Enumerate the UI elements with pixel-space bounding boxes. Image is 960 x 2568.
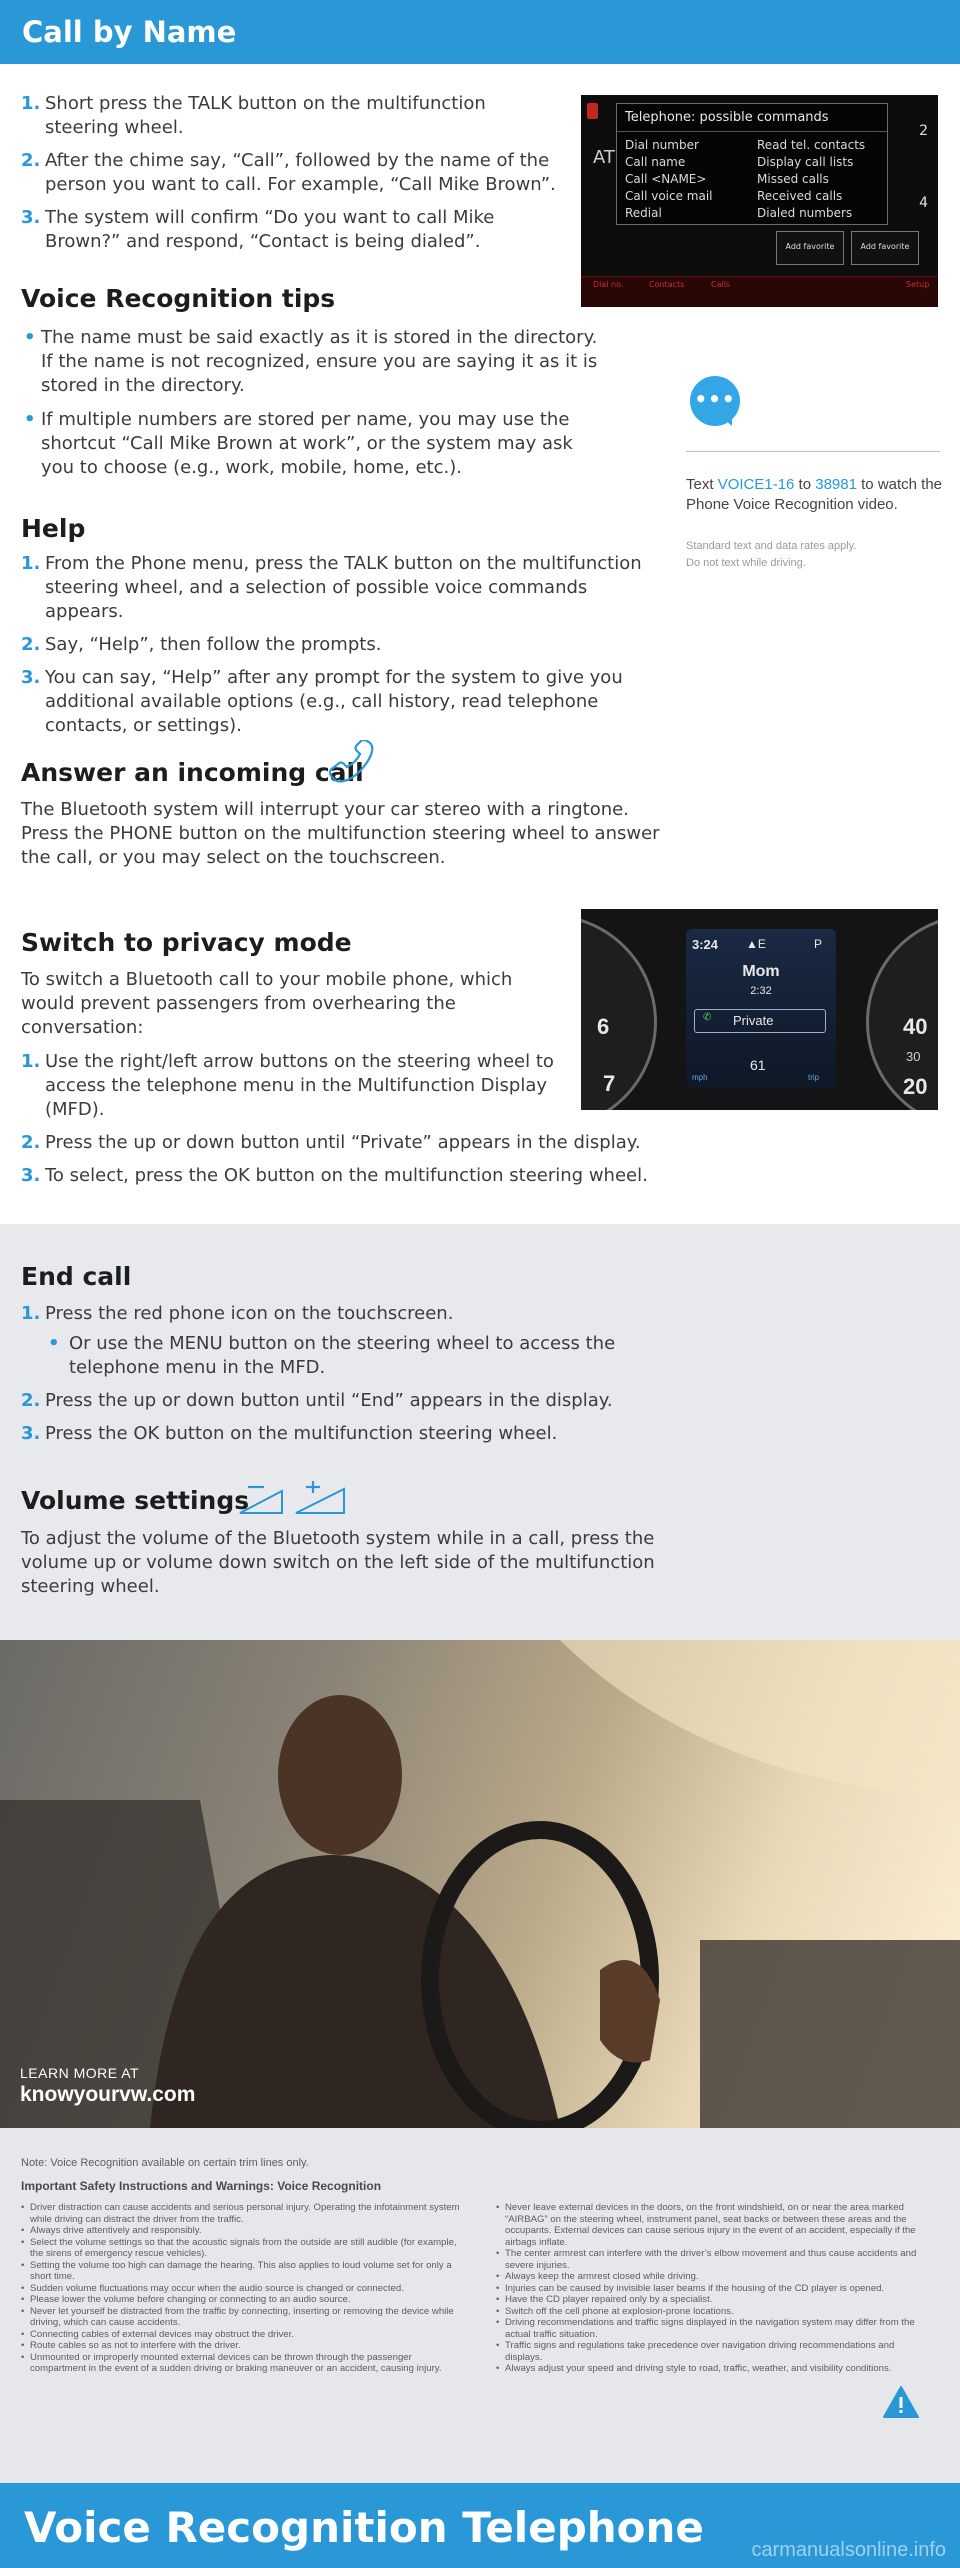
text-disclaimer: Standard text and data rates apply. Do not text while driving. [686,540,857,569]
page-title: Call by Name [22,15,237,49]
warning-triangle-icon [882,2385,920,2419]
call-by-name-steps [21,92,561,263]
commands-popup [616,103,888,225]
divider [686,451,940,452]
answer-call-body: The Bluetooth system will interrupt your car stereo with a ringtone. Press the PHONE button on the multifunction steering wheel to answer the call, or you may select on the touchscreen. [21,799,660,868]
end-call-steps [21,1302,681,1455]
page-header-bar [0,0,960,64]
warning-item: • Setting the volume too high can damage the hearing. This also applies to loud volume set for only a short time. [21,2260,461,2283]
safety-notes [0,2128,960,2483]
step-item: 1. Press the red phone icon on the touchscreen. • Or use the MENU button on the steering wheel to access the telephone menu in the MFD. [21,1302,681,1380]
footer-title: Voice Recognition Telephone [24,2503,704,2552]
volume-settings-title: Volume settings [21,1486,250,1515]
microphone-icon [587,103,598,119]
gear-readout: P [814,937,823,951]
warning-item: • The center armrest can interfere with the driver’s elbow movement and thus cause accidents and severe injuries. [496,2248,924,2271]
warning-item: • Always adjust your speed and driving style to road, traffic, weather, and visibility conditions. [496,2363,924,2375]
step-item: 3. To select, press the OK button on the multifunction steering wheel. [21,1165,648,1186]
text-code: VOICE1-16 [717,476,795,493]
step-item: 1. From the Phone menu, press the TALK button on the multifunction steering wheel, and a selection of possible voice commands appears. [21,553,642,622]
warning-item: • Traffic signs and regulations take precedence over navigation driving recommendations and displays. [496,2340,924,2363]
answer-call-title: Answer an incoming call [21,758,364,787]
warning-item: • Switch off the cell phone at explosion-prone locations. [496,2306,924,2318]
instrument-cluster-image [581,909,938,1110]
phone-icon: ✆ [703,1012,712,1023]
bullet-icon: • [24,327,36,348]
volume-up-down-icon [238,1481,348,1517]
warning-item: • Injuries can be caused by invisible laser beams if the housing of the CD player is opened. [496,2283,924,2295]
step-item: 3. The system will confirm “Do you want to call Mike Brown?” and respond, “Contact is being dialed”. [21,207,495,252]
tachometer-gauge [581,914,657,1110]
gauge-number: 40 [903,1014,928,1039]
warning-item: • Driver distraction can cause accidents and serious personal injury. Operating the infotainment system while driving can distract the driver from the traffic. [21,2202,461,2225]
command-item: Dial number [625,138,699,152]
trip-label: trip [808,1073,820,1082]
watermark-text: carmanualsonline.info [751,2539,946,2561]
popup-divider [617,131,887,132]
bullet-icon: • [48,1333,60,1354]
command-item: Missed calls [757,172,829,186]
command-item: Call voice mail [625,189,713,203]
step-item: 2. Press the up or down button until “Private” appears in the display. [21,1132,641,1153]
gauge-number: 20 [903,1074,928,1099]
step-item: 2. Say, “Help”, then follow the prompts. [21,634,382,655]
learn-more-label: LEARN MORE AT [20,2065,140,2081]
gauge-number: 7 [603,1071,616,1096]
step-item: 3. Press the OK button on the multifunction steering wheel. [21,1423,558,1444]
step-item: 1. Use the right/left arrow buttons on the steering wheel to access the telephone menu in the Multifunction Display (MFD). [21,1051,554,1120]
trim-note: Note: Voice Recognition available on certain trim lines only. [21,2157,309,2169]
command-item: Received calls [757,189,843,203]
step-item: 1. Short press the TALK button on the multifunction steering wheel. [21,93,486,138]
step-item: 3. You can say, “Help” after any prompt for the system to give you additional available options (e.g., call history, read telephone contacts, or settings). [21,667,623,736]
tab-calls: Calls [711,280,731,289]
chat-bubble-icon: ••• [690,376,740,426]
learn-more-block [20,2065,195,2107]
warning-item: • Select the volume settings so that the acoustic signals from the outside are still audible (for example, the sirens of emergency rescue vehicles). [21,2237,461,2260]
clock-readout: 3:24 [692,937,719,952]
privacy-mode-title: Switch to privacy mode [21,928,352,957]
screen-left-label: AT [593,147,615,168]
side-number: 2 [919,123,928,139]
privacy-mode-body: To switch a Bluetooth call to your mobile phone, which would prevent passengers from overhearing the conversation: [21,969,513,1038]
tab-contacts: Contacts [649,280,685,289]
tab-dial-no: Dial no. [593,280,624,289]
help-steps [21,552,671,747]
warning-item: • Always keep the armrest closed while driving. [496,2271,924,2283]
command-item: Redial [625,206,662,220]
substep-item: • Or use the MENU button on the steering wheel to access the telephone menu in the MFD. [48,1333,616,1378]
warning-item: • Connecting cables of external devices may obstruct the driver. [21,2329,461,2341]
footer-title-bar [0,2483,960,2568]
tab-setup: Setup [906,280,930,289]
mph-label: mph [692,1073,708,1082]
telephone-commands-screen-image [581,95,938,307]
gauge-number: 30 [906,1049,921,1064]
driver-photo [0,1640,960,2128]
warning-item: • Driving recommendations and traffic signs displayed in the navigation system may differ from the actual traffic situation. [496,2317,924,2340]
voice-tips-list [21,326,601,490]
private-option [694,1009,826,1033]
gauge-number: 6 [597,1014,610,1039]
bullet-icon: • [24,409,36,430]
command-item: Read tel. contacts [757,138,866,152]
end-call-substeps [45,1332,681,1380]
warning-item: • Unmounted or improperly mounted external devices can be thrown through the passenger compartment in the event of a sudden driving or braking maneuver or an accident, causing injury. [21,2352,461,2375]
step-item: 2. Press the up or down button until “End” appears in the display. [21,1390,613,1411]
private-label: Private [733,1013,774,1028]
text-to-watch-video: Text VOICE1-16 to 38981 to watch the Phone Voice Recognition video. [686,476,943,513]
warning-item: • Route cables so as not to interfere with the driver. [21,2340,461,2352]
warning-item: • Please lower the volume before changing or connecting to an audio source. [21,2294,461,2306]
warning-item: • Never leave external devices in the doors, on the front windshield, on or near the area marked “AIRBAG” on the steering wheel, instrument panel, seat backs or between these areas and the occupants. External devices can cause serious injury in the event of an accident, especially if the airbags inflate. [496,2202,924,2248]
volume-settings-body: To adjust the volume of the Bluetooth system while in a call, press the volume up or volume down switch on the left side of the multifunction steering wheel. [21,1528,655,1597]
warning-item: • Never let yourself be distracted from the traffic by connecting, inserting or removing the device while driving, which can cause accidents. [21,2306,461,2329]
screen-tab-bar [581,276,938,307]
compass-readout: ▲E [746,937,766,951]
warning-item: • Sudden volume fluctuations may occur when the audio source is changed or connected. [21,2283,461,2295]
warning-item: • Always drive attentively and responsibly. [21,2225,461,2237]
command-item: Display call lists [757,155,854,169]
call-duration: 2:32 [750,985,772,997]
add-favorite-button: Add favorite [851,231,919,265]
tip-item: • If multiple numbers are stored per name, you may use the shortcut “Call Mike Brown at work”, or the system may ask you to choose (e.g., work, mobile, home, etc.). [24,409,573,478]
website-link[interactable]: knowyourvw.com [20,2083,196,2106]
end-call-title: End call [21,1262,132,1291]
add-favorite-button: Add favorite [776,231,844,265]
help-title: Help [21,514,86,543]
popup-title: Telephone: possible commands [625,110,829,125]
step-item: 2. After the chime say, “Call”, followed by the name of the person you want to call. For example, “Call Mike Brown”. [21,150,556,195]
voice-tips-title: Voice Recognition tips [21,284,336,313]
caller-name: Mom [742,963,780,980]
side-number: 4 [919,195,928,211]
command-item: Call name [625,155,686,169]
short-code-number: 38981 [815,476,857,493]
command-item: Call <NAME> [625,172,707,186]
warnings-right-list [496,2202,924,2375]
temperature-readout: 61 [750,1057,766,1073]
tip-item: • The name must be said exactly as it is stored in the directory. If the name is not recognized, ensure you are saying it as it is stored in the directory. [24,327,598,396]
safety-heading: Important Safety Instructions and Warnings: Voice Recognition [21,2179,382,2193]
warnings-left-list [21,2202,461,2375]
multifunction-display [686,929,836,1089]
warning-item: • Have the CD player repaired only by a specialist. [496,2294,924,2306]
command-item: Dialed numbers [757,206,853,220]
phone-handset-icon [325,740,375,790]
